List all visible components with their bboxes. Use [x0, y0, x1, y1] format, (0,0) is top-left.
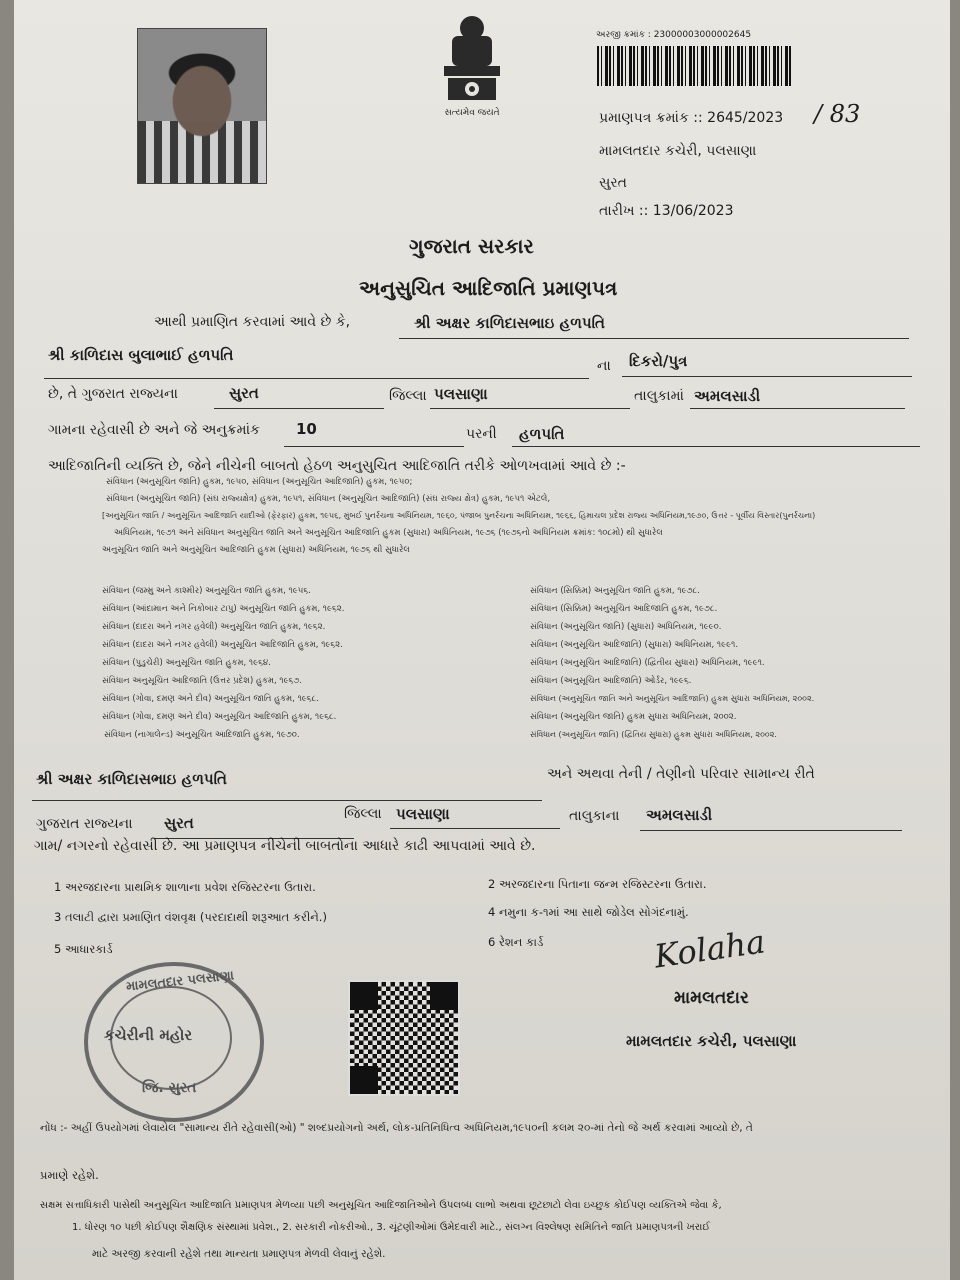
issuing-office: મામલતદાર કચેરી, પલસાણા [599, 143, 757, 159]
document-item: 4 નમુના ક-૧માં આ સાથે જોડેલ સોગંદનામું. [488, 905, 689, 919]
applicant-photo [137, 28, 267, 184]
order-left: સંવિધાન (દાદરા અને નગર હવેલી) અનુસૂચિત જાતિ હુકમ, ૧૯૬૨. [102, 622, 326, 632]
order-left: સંવિધાન (દાદરા અને નગર હવેલી) અનુસૂચિત આદિજાતિ હુકમ, ૧૯૬૨. [102, 640, 343, 650]
order-left: સંવિધાન (પુડુચેરી) અનુસૂચિત જાતિ હુકમ, ૧૯૬૪. [102, 658, 271, 668]
taluka-value: અમલસાડી [694, 387, 761, 405]
document-item: 3 તલાટી દ્વારા પ્રમાણિત વંશવૃક્ષ (પરદાદાથી શરૂઆત કરીને.) [54, 910, 327, 924]
barcode [597, 46, 791, 86]
document-item: 1 અરજદારના પ્રાથમિક શાળાના પ્રવેશ રજિસ્ટરના ઉતારા. [54, 880, 316, 894]
govt-title: ગુજરાત સરકાર [409, 234, 534, 258]
intro-text: આથી પ્રમાણિત કરવામાં આવે છે કે, [154, 314, 351, 330]
application-number: અરજી ક્રમાંક : 23000003000002645 [596, 30, 752, 40]
parni-label: પરની [466, 426, 497, 442]
order-right: સંવિધાન (અનુસૂચિત આદિજાતિ) ઓર્ડર, ૧૯૯૬. [530, 676, 692, 686]
note-1-cont: પ્રમાણે રહેશે. [40, 1168, 99, 1182]
signatory-office: મામલતદાર કચેરી, પલસાણા [626, 1032, 797, 1050]
certificate-title: અનુસુચિત આદિજાતિ પ્રમાણપત્ર [359, 276, 618, 300]
certificate-number-handwritten: / 83 [814, 100, 861, 128]
state-district-value: સુરત [164, 814, 194, 832]
order-left: સંવિધાન (આંદામાન અને નિકોબાર ટાપુ) અનુસૂચિત જાતિ હુકમ, ૧૯૬૨. [102, 604, 345, 614]
jilla-label: જિલ્લા [389, 388, 427, 404]
note-3: 1. ધોરણ ૧૦ પછી કોઈપણ શૈક્ષણિક સંસ્થામાં પ્રવેશ., 2. સરકારી નોકરીઓ., 3. ચૂંટણીઓમાં ઉમેદવારી માટે., સંલગ્ન વિશ્લેષણ સમિતિને જાતિ પ્રમાણપત્રની ખરાઈ [72, 1222, 711, 1233]
qr-code [348, 980, 460, 1096]
residence-jilla-value: પલસાણા [396, 805, 450, 823]
signatory-title: મામલતદાર [674, 988, 749, 1008]
district-value: સુરત [229, 384, 259, 402]
residence-jilla-label: જિલ્લા [344, 806, 382, 822]
order-right: સંવિધાન (અનુસૂચિત જાતિ) હુકમ સુધારા અધિનિયમ, ૨૦૦૨. [530, 712, 737, 722]
emblem-motto: સત્યમેવ જયતે [444, 108, 500, 118]
order-right: સંવિધાન (અનુસૂચિત આદિજાતિ) (દ્વિતીય સુધારા) અધિનિયમ, ૧૯૯૧. [530, 658, 765, 668]
state-text: છે, તે ગુજરાત રાજ્યના [48, 386, 178, 402]
basis-text: ગામ/ નગરનો રહેવાસી છે. આ પ્રમાણપત્ર નીચેની બાબતોના આધારે કાઢી આપવામાં આવે છે. [34, 838, 536, 854]
order-left: સંવિધાન અનુસૂચિત આદિજાતિ (ઉત્તર પ્રદેશ) હુકમ, ૧૯૬૭. [102, 676, 303, 686]
na-label: ના [597, 358, 611, 374]
and-or-text: અને અથવા તેની / તેણીનો પરિવાર સામાન્ય રીતે [547, 766, 815, 782]
jilla-value: પલસાણા [434, 385, 488, 403]
order-line: સંવિધાન (અનુસૂચિત જાતિ) (સંઘ રાજ્યક્ષેત્ર) હુકમ, ૧૯૫૧, સંવિધાન (અનુસૂચિત આદિજાતિ) (સંઘ રાજ્ય ક્ષેત્ર) હુકમ, ૧૯૫૧ એટલે, [106, 494, 551, 504]
issuing-district: સુરત [599, 175, 627, 191]
note-4: માટે અરજી કરવાની રહેશે તથા માન્યતા પ્રમાણપત્ર મેળવી લેવાનું રહેશે. [92, 1248, 386, 1260]
order-left: સંવિધાન (ગોવા, દમણ અને દીવ) અનુસૂચિત જાતિ હુકમ, ૧૯૬૮. [102, 694, 319, 704]
seal-ring-text: મામલતદાર પલસાણા [125, 968, 235, 995]
serial-number: 10 [296, 420, 317, 438]
village-text: ગામના રહેવાસી છે અને જે અનુક્રમાંક [48, 422, 260, 438]
seal-bottom-text: જિ. સુરત [142, 1080, 197, 1096]
tribe-value: હળપતિ [519, 425, 565, 443]
order-right: સંવિધાન (સિક્કિમ) અનુસૂચિત આદિજાતિ હુકમ, ૧૯૭૮. [530, 604, 718, 614]
document-item: 2 અરજદારના પિતાના જન્મ રજિસ્ટરના ઉતારા. [488, 877, 707, 891]
resident-name: શ્રી અક્ષર કાળિદાસભાઇ હળપતિ [36, 770, 227, 788]
father-name: શ્રી કાળિદાસ બુલાભાઈ હળપતિ [48, 346, 234, 364]
taluka-label: તાલુકામાં [634, 388, 684, 404]
order-left: સંવિધાન (નાગાલેન્ડ) અનુસૂચિત આદિજાતિ હુકમ, ૧૯૭૦. [104, 730, 300, 740]
order-line: [અનુસૂચિત જાતિ / અનુસૂચિત આદિજાતિ યાદીઓ (ફેરફાર) હુકમ, ૧૯૫૬, મુંબઈ પુનર્રચના અધિનિયમ, ૧૯૬૦, પંજાબ પુનર્રચના અધિનિયમ, ૧૯૬૬, હિમાચલ પ્રદેશ રાજ્ય અધિનિયમ,૧૯૭૦, ઉત્તર - પૂર્વીય વિસ્તાર(પુનર્રચના) [102, 511, 816, 520]
certificate-sheet [14, 0, 950, 1280]
applicant-name: શ્રી અક્ષર કાળિદાસભાઇ હળપતિ [414, 314, 605, 332]
order-left: સંવિધાન (ગોવા, દમણ અને દીવ) અનુસૂચિત આદિજાતિ હુકમ, ૧૯૬૮. [102, 712, 337, 722]
issue-date: તારીખ :: 13/06/2023 [599, 203, 734, 219]
tribal-text: આદિજાતિની વ્યક્તિ છે, જેને નીચેની બાબતો હેઠળ અનુસુચિત આદિજાતિ તરીકે ઓળખવામાં આવે છે :- [48, 458, 626, 474]
ashoka-emblem-icon [434, 10, 510, 106]
officer-signature: Kolaha [651, 922, 768, 976]
national-emblem [434, 10, 510, 120]
order-line: સંવિધાન (અનુસૂચિત જાતિ) હુકમ, ૧૯૫૦, સંવિધાન (અનુસૂચિત આદિજાતિ) હુકમ, ૧૯૫૦; [106, 477, 413, 487]
order-right: સંવિધાન (અનુસૂચિત જાતિ અને અનુસૂચિત આદિજાતિ) હુકમ સુધારા અધિનિયમ, ૨૦૦૨. [530, 694, 815, 703]
residence-taluka-label: તાલુકાના [569, 808, 620, 824]
note-2: સક્ષમ સત્તાધિકારી પાસેથી અનુસૂચિત આદિજાતિ પ્રમાણપત્ર મેળવ્યા પછી અનુસૂચિત આદિજાતિઓને ઉપલબ્ધ લાભો અથવા છૂટછાટો લેવા ઇચ્છુક કોઈપણ વ્યક્તિએ જેવા કે, [40, 1200, 722, 1211]
order-line: અધિનિયમ, ૧૯૭૧ અને સંવિધાન અનુસૂચિત જાતિ અને અનુસૂચિત આદિજાતિ હુકમ (સુધારા) અધિનિયમ, ૧૯૭૬ (૧૯૭૬નો અધિનિયમ ક્રમાંક: ૧૦૮મો) થી સુધારેલ [114, 528, 663, 538]
relation-value: દિકરો/પુત્ર [629, 352, 688, 370]
document-item: 5 આધારકાર્ડ [54, 942, 113, 956]
order-right: સંવિધાન (અનુસૂચિત જાતિ) (દ્વિતિય સુધારા) હુકમ સુધારા અધિનિયમ, ૨૦૦૨. [530, 730, 777, 739]
document-item: 6 રેશન કાર્ડ [488, 935, 544, 949]
order-left: સંવિધાન (જમ્મુ અને કાશ્મીર) અનુસૂચિત જાતિ હુકમ, ૧૯૫૬. [102, 586, 311, 596]
order-right: સંવિધાન (સિક્કિમ) અનુસૂચિત જાતિ હુકમ, ૧૯૭૮. [530, 586, 700, 596]
certificate-number: પ્રમાણપત્ર ક્રમાંક :: 2645/2023 [599, 110, 784, 126]
state-label: ગુજરાત રાજ્યના [36, 816, 133, 832]
order-right: સંવિધાન (અનુસૂચિત આદિજાતિ) (સુધારા) અધિનિયમ, ૧૯૯૧. [530, 640, 739, 650]
note-1: નોંધ :- અહીં ઉપયોગમાં લેવાયેલ "સામાન્ય રીતે રહેવાસી(ઓ) " શબ્દપ્રયોગનો અર્થ, લોક-પ્રતિનિધિત્વ અધિનિયમ,૧૯૫૦ની કલમ ૨૦-માં તેનો જે અર્થ કરવામાં આવ્યો છે, તે [40, 1122, 753, 1134]
residence-taluka-value: અમલસાડી [646, 806, 713, 824]
order-right: સંવિધાન (અનુસૂચિત જાતિ) (સુધારા) અધિનિયમ, ૧૯૯૦. [530, 622, 722, 632]
order-line: અનુસૂચિત જાતિ અને અનુસૂચિત આદિજાતિ હુકમ (સુધારા) અધિનિયમ, ૧૯૭૬ થી સુધારેલ [102, 545, 410, 555]
seal-center-text: કચેરીની મહોર [104, 1026, 193, 1044]
